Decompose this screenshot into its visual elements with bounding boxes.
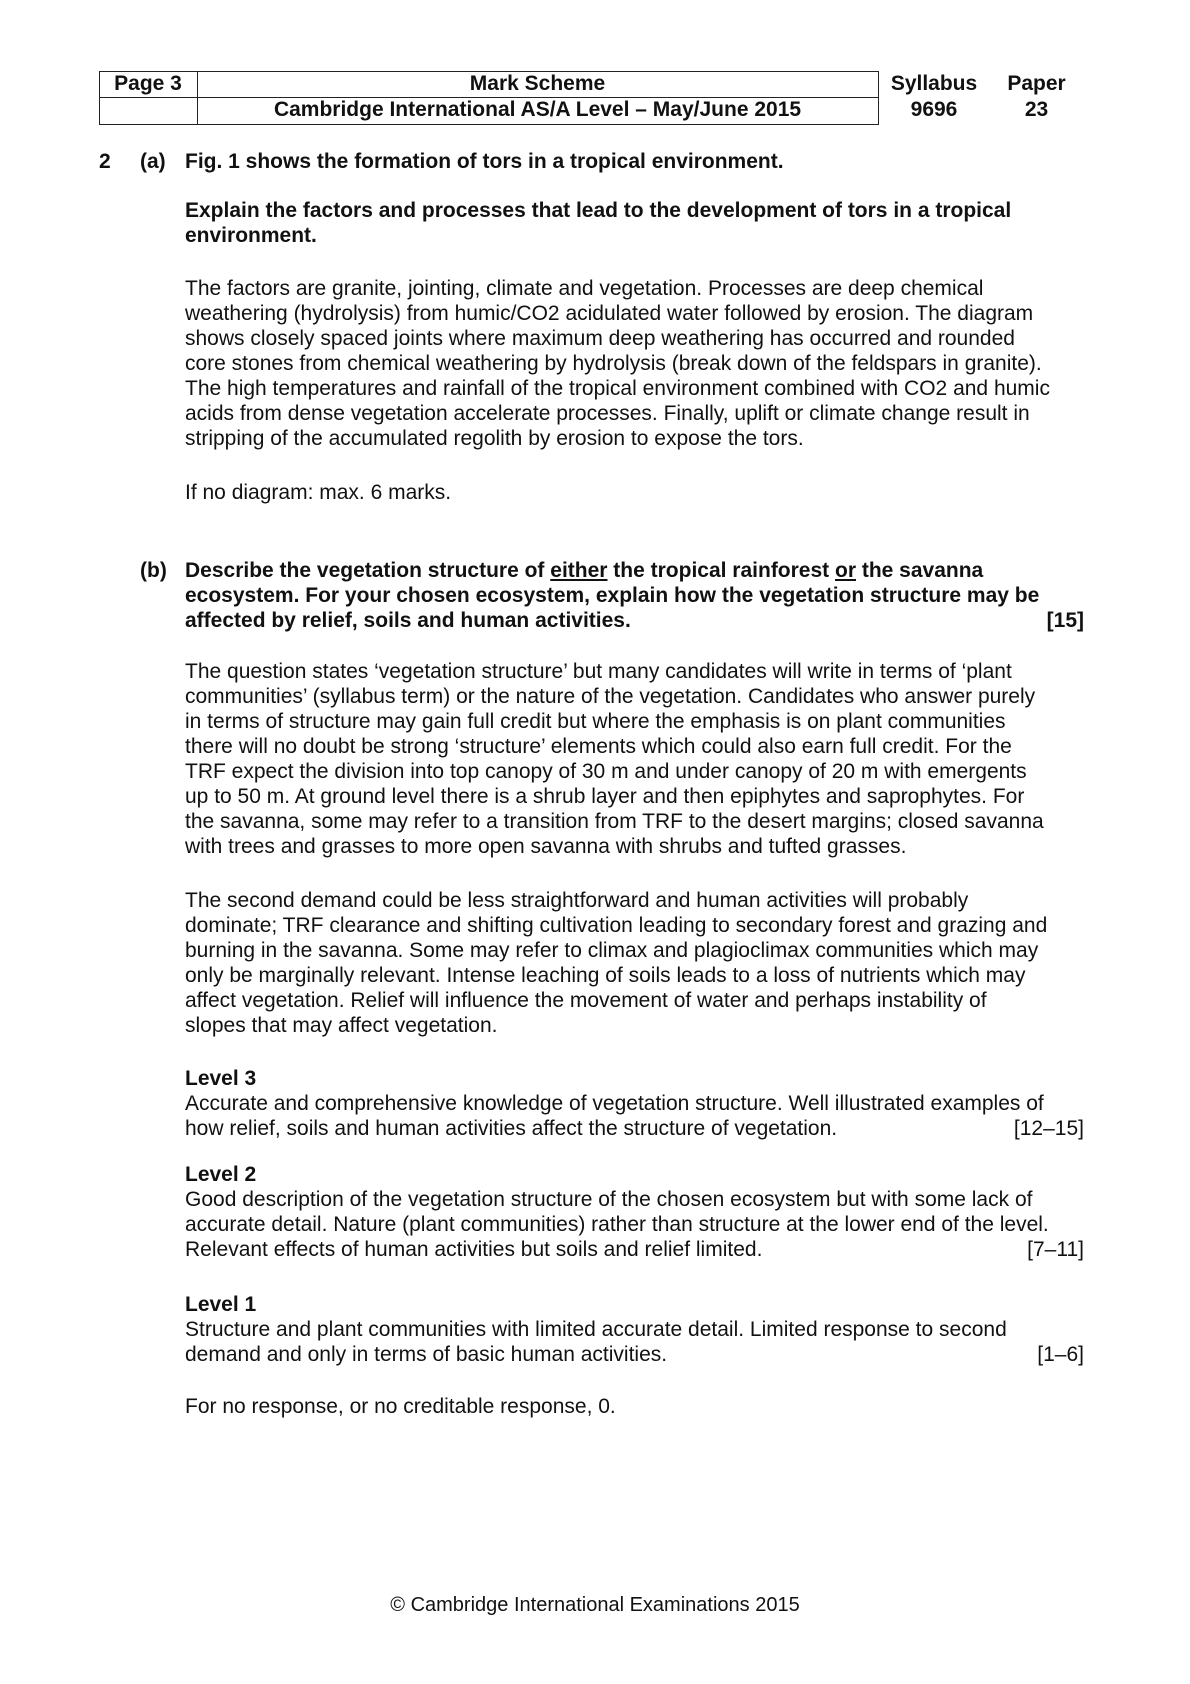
- level-line: [185, 1342, 1100, 1367]
- paragraph-line: up to 50 m. At ground level there is a shrub layer and then epiphytes and saprophytes. For: [185, 785, 1025, 808]
- paragraph-line: with trees and grasses to more open savanna with shrubs and tufted grasses.: [185, 835, 907, 858]
- syllabus-label: Syllabus: [890, 72, 978, 95]
- level-text: how relief, soils and human activities affect the structure of vegetation.: [185, 1117, 838, 1140]
- paragraph-line: affect vegetation. Relief will influence the movement of water and perhaps instability of: [185, 989, 987, 1012]
- level-range: [1–6]: [1037, 1343, 1084, 1366]
- paragraph-line: only be marginally relevant. Intense leaching of soils leads to a loss of nutrients which may: [185, 964, 1026, 987]
- stem-line: [185, 608, 1100, 633]
- part-a-stem: Fig. 1 shows the formation of tors in a tropical environment.: [185, 150, 784, 173]
- qualification-title: Cambridge International AS/A Level – May/June 2015: [273, 98, 802, 121]
- paragraph-line: the savanna, some may refer to a transition from TRF to the desert margins; closed savanna: [185, 810, 1044, 833]
- level-range: [7–11]: [1027, 1238, 1084, 1261]
- paragraph-line: slopes that may affect vegetation.: [185, 1014, 498, 1037]
- part-b-marks: [15]: [1046, 609, 1084, 632]
- page-number: Page 3: [114, 72, 182, 95]
- paragraph-line: there will no doubt be strong ‘structure’ elements which could also earn full credit. For the: [185, 735, 1012, 758]
- level-line: Structure and plant communities with limited accurate detail. Limited response to second: [185, 1318, 1007, 1341]
- stem-either: either: [550, 559, 608, 582]
- mark-scheme-title: Mark Scheme: [469, 72, 606, 95]
- paragraph-line: in terms of structure may gain full credit but where the emphasis is on plant communities: [185, 710, 1006, 733]
- stem-line: ecosystem. For your chosen ecosystem, explain how the vegetation structure may be: [185, 584, 1040, 607]
- stem-text: the tropical rainforest: [607, 559, 835, 582]
- part-a-answer: [185, 276, 1100, 451]
- answer-line: The high temperatures and rainfall of the tropical environment combined with CO2 and humic: [185, 377, 1050, 400]
- level-title: Level 3: [185, 1067, 257, 1090]
- instruction-line: environment.: [185, 224, 317, 247]
- part-a-instruction: [185, 198, 1100, 248]
- answer-line: The factors are granite, jointing, climate and vegetation. Processes are deep chemical: [185, 277, 984, 300]
- paper-number: 23: [1024, 98, 1049, 121]
- copyright-footer: © Cambridge International Examinations 2015: [390, 1594, 800, 1616]
- level-line: accurate detail. Nature (plant communities) rather than structure at the lower end of the level.: [185, 1213, 1049, 1236]
- level-text: Relevant effects of human activities but soils and relief limited.: [185, 1238, 763, 1261]
- answer-line: core stones from chemical weathering by hydrolysis (break down of the feldspars in granite).: [185, 352, 1042, 375]
- level-title: Level 1: [185, 1293, 257, 1316]
- level-text: demand and only in terms of basic human activities.: [185, 1343, 668, 1366]
- answer-line: stripping of the accumulated regolith by erosion to expose the tors.: [185, 427, 804, 450]
- part-b-para1: [185, 659, 1100, 859]
- level-line: [185, 1237, 1100, 1262]
- answer-line: acids from dense vegetation accelerate processes. Finally, uplift or climate change result in: [185, 402, 1030, 425]
- stem-text: affected by relief, soils and human activities.: [185, 609, 631, 632]
- paragraph-line: The second demand could be less straightforward and human activities will probably: [185, 889, 969, 912]
- paper-label: Paper: [1007, 72, 1066, 95]
- level-3: [185, 1066, 1100, 1141]
- level-range: [12–15]: [1013, 1117, 1084, 1140]
- paragraph-line: TRF expect the division into top canopy of 30 m and under canopy of 20 m with emergents: [185, 760, 1027, 783]
- level-line: Accurate and comprehensive knowledge of vegetation structure. Well illustrated examples of: [185, 1092, 1044, 1115]
- level-line: [185, 1116, 1100, 1141]
- part-b-para2: [185, 888, 1100, 1038]
- level-line: Good description of the vegetation structure of the chosen ecosystem but with some lack of: [185, 1188, 1033, 1211]
- level-1: [185, 1292, 1100, 1367]
- answer-line: shows closely spaced joints where maximum deep weathering has occurred and rounded: [185, 327, 1015, 350]
- paragraph-line: burning in the savanna. Some may refer to climax and plagioclimax communities which may: [185, 939, 1039, 962]
- paragraph-line: The question states ‘vegetation structure’ but many candidates will write in terms of ‘plant: [185, 660, 1012, 683]
- instruction-line: Explain the factors and processes that lead to the development of tors in a tropical: [185, 199, 1012, 222]
- part-b-label: (b): [140, 559, 167, 582]
- part-a-label: (a): [140, 150, 166, 173]
- answer-line: weathering (hydrolysis) from humic/CO2 acidulated water followed by erosion. The diagram: [185, 302, 1034, 325]
- stem-line: [185, 558, 1100, 583]
- part-b-stem: [185, 558, 1100, 633]
- question-number: 2: [99, 150, 111, 173]
- level-2: [185, 1162, 1100, 1262]
- part-a-note: If no diagram: max. 6 marks.: [185, 481, 452, 504]
- paragraph-line: dominate; TRF clearance and shifting cultivation leading to secondary forest and grazing and: [185, 914, 1048, 937]
- stem-text: the savanna: [856, 559, 984, 582]
- no-response-note: For no response, or no creditable response, 0.: [185, 1395, 616, 1418]
- stem-text: Describe the vegetation structure of: [185, 559, 551, 582]
- level-title: Level 2: [185, 1163, 257, 1186]
- page-header: [99, 71, 1084, 125]
- paragraph-line: communities’ (syllabus term) or the nature of the vegetation. Candidates who answer purely: [185, 685, 1036, 708]
- syllabus-code: 9696: [910, 98, 958, 121]
- stem-or: or: [835, 559, 856, 582]
